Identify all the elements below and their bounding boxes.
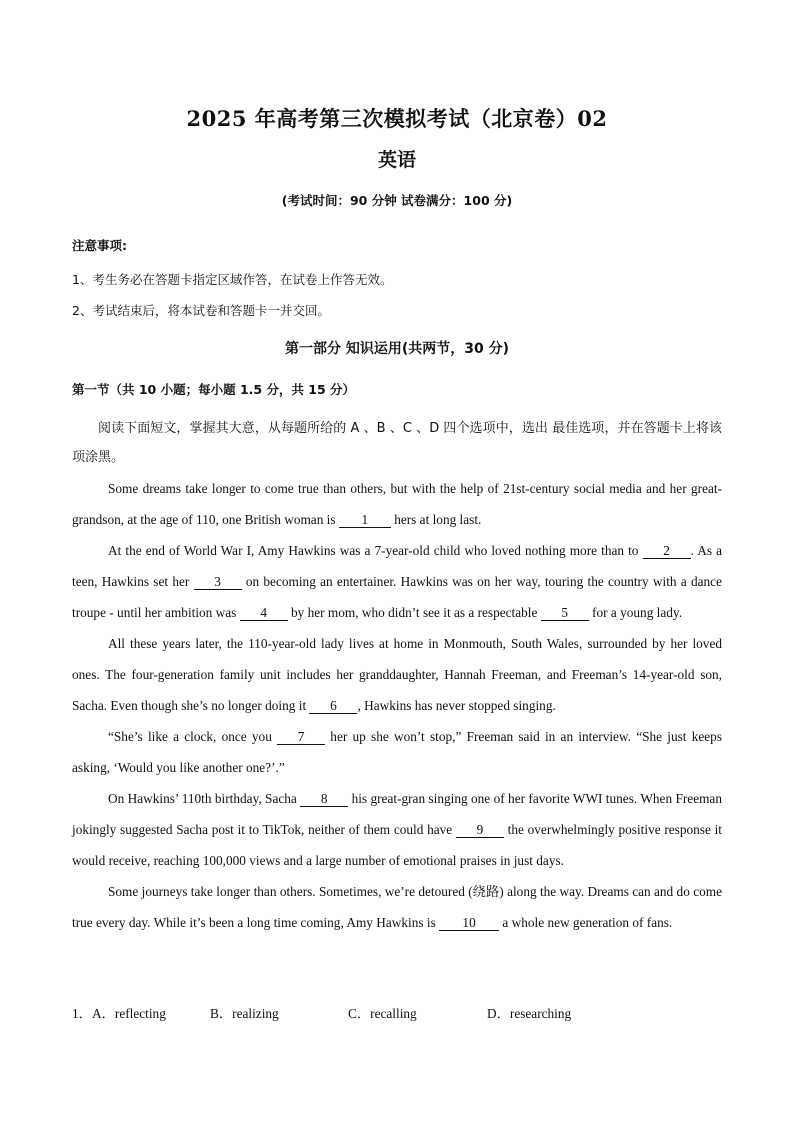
exam-title: 2025 年高考第三次模拟考试（北京卷）02 — [186, 106, 608, 131]
passage-paragraph — [72, 783, 722, 876]
passage-paragraph — [72, 876, 722, 938]
passage-text: Some journeys take longer than others. Sometimes, we’re detoured (绕路) along the way. Dreams can and do come true every day. While it’s been a long time coming, Amy Hawkins is — [72, 884, 722, 930]
option-b[interactable]: B．realizing — [210, 1006, 279, 1021]
option-a[interactable]: A．reflecting — [92, 1006, 166, 1021]
passage-text: . As a teen, Hawkins set her — [72, 543, 722, 589]
passage-text: by her mom, who didn’t see it as a respectable — [287, 605, 541, 620]
exam-meta: (考试时间：90 分钟 试卷满分：100 分) — [281, 193, 513, 208]
passage-text: Some dreams take longer to come true than others, but with the help of 21st-century social media and her great-grandson, at the age of 110, one British woman is — [72, 481, 722, 527]
blank-1: 1 — [339, 513, 391, 528]
passage-text: his great-gran singing one of her favorite WWI tunes. When Freeman jokingly suggested Sacha post it to TikTok, neither of them could have — [72, 791, 722, 837]
blank-9: 9 — [456, 823, 504, 838]
option-c[interactable]: C．recalling — [348, 1006, 417, 1021]
section-heading: 第一节（共 10 小题；每小题 1.5 分，共 15 分） — [72, 382, 356, 397]
blank-6: 6 — [309, 699, 357, 714]
passage-paragraph — [72, 628, 722, 721]
passage-text: All these years later, the 110-year-old lady lives at home in Monmouth, South Wales, surrounded by her loved ones. The four-generation family unit includes her granddaughter, Hannah Freeman, and Freeman’s 14-year-old son, Sacha. Even though she’s no longer doing it — [72, 636, 722, 713]
cloze-passage — [72, 473, 722, 938]
notice-item: 1、考生务必在答题卡指定区域作答，在试卷上作答无效。 — [72, 272, 393, 287]
option-d[interactable]: D．researching — [487, 1006, 572, 1021]
blank-7: 7 — [277, 730, 325, 745]
blank-8: 8 — [300, 792, 348, 807]
passage-text: At the end of World War I, Amy Hawkins was a 7-year-old child who loved nothing more than to — [108, 543, 643, 558]
passage-text: on becoming an entertainer. Hawkins was on her way, touring the country with a dance troupe - until her ambition was — [72, 574, 722, 620]
part-heading: 第一部分 知识运用(共两节，30 分) — [284, 341, 510, 357]
passage-text: , Hawkins has never stopped singing. — [357, 698, 556, 713]
notice-item: 2、考试结束后，将本试卷和答题卡一并交回。 — [72, 303, 330, 318]
passage-paragraph — [72, 721, 722, 783]
passage-text: hers at long last. — [390, 512, 482, 527]
question-number: 1． — [72, 1006, 92, 1021]
passage-paragraph — [72, 473, 722, 535]
blank-3: 3 — [194, 575, 242, 590]
notice-heading: 注意事项: — [72, 238, 127, 253]
passage-paragraph — [72, 535, 722, 628]
passage-text: “She’s like a clock, once you — [108, 729, 278, 744]
instructions: 阅读下面短文，掌握其大意，从每题所给的 A 、B 、C 、D 四个选项中，选出 最佳选项，并在答题卡上将该项涂黑。 — [72, 421, 722, 465]
passage-text: for a young lady. — [588, 605, 683, 620]
blank-10: 10 — [439, 916, 499, 931]
subject-title: 英语 — [377, 149, 416, 171]
blank-5: 5 — [541, 606, 589, 621]
passage-text: On Hawkins’ 110th birthday, Sacha — [108, 791, 301, 806]
passage-text: her up she won’t stop,” Freeman said in an interview. “She just keeps asking, ‘Would you like another one?’.” — [72, 729, 723, 775]
blank-2: 2 — [643, 544, 691, 559]
blank-4: 4 — [240, 606, 288, 621]
passage-text: the overwhelmingly positive response it would receive, reaching 100,000 views and a large number of emotional praises in just days. — [72, 822, 722, 868]
passage-text: a whole new generation of fans. — [499, 915, 673, 930]
